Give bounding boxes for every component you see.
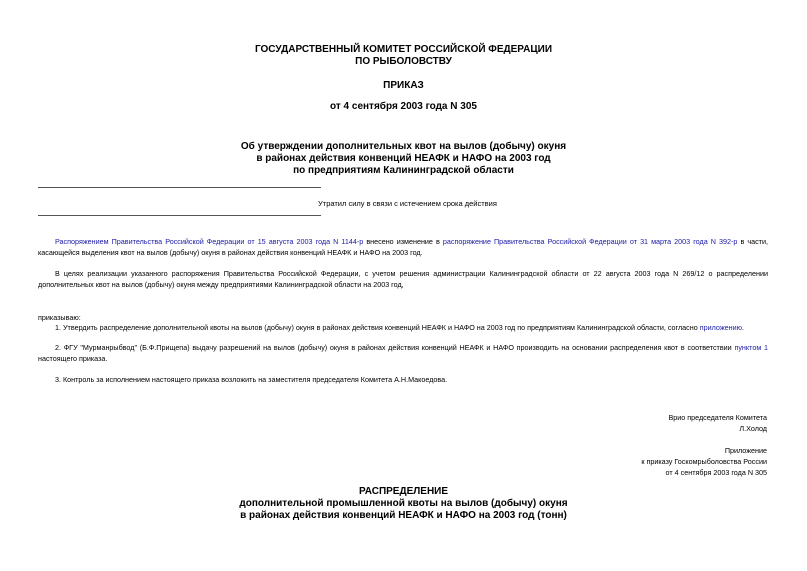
link-decree-1144[interactable]: Распоряжением Правительства Российской Федерации от 15 августа 2003 года N 1144-р [55, 237, 364, 246]
appendix-ref-line1: Приложение [724, 446, 767, 455]
committee-heading [0, 44, 807, 68]
preamble-text-1: внесено изменение в [363, 237, 443, 246]
committee-line2: ПО РЫБОЛОВСТВУ [355, 56, 452, 67]
doc-date: от 4 сентября 2003 года N 305 [330, 101, 477, 112]
signature-position: Врио председателя Комитета [668, 413, 767, 422]
appendix-ref-line2: к приказу Госкомрыболовства России [641, 457, 767, 466]
appendix-title-line2: дополнительной промышленной квоты на вылов (добычу) окуня [239, 498, 568, 509]
divider-bottom [38, 215, 321, 216]
status-note: Утратил силу в связи с истечением срока действия [318, 199, 497, 208]
order-item-1-end: . [742, 323, 745, 332]
appendix-title-line3: в районах действия конвенций НЕАФК и НАФО на 2003 год (тонн) [240, 510, 567, 521]
order-word: приказываю: [38, 313, 81, 322]
order-item-3: 3. Контроль за исполнением настоящего приказа возложить на заместителя председателя Комитета А.Н.Макоедова. [55, 375, 448, 384]
preamble-paragraph-1 [38, 236, 768, 258]
appendix-title-line1: РАСПРЕДЕЛЕНИЕ [358, 486, 449, 497]
link-point-1[interactable]: пунктом 1 [734, 343, 768, 352]
order-item-1-text: 1. Утвердить распределение дополнительной квоты на вылов (добычу) окуня в районах действия конвенций НЕАФК и НАФО на 2003 год по предприятиям Калининградской области, согласно [55, 323, 700, 332]
title-line3: по предприятиям Калининградской области [293, 165, 514, 176]
preamble-text-2: в части, касающейся выделения квот на вылов (добычу) окуня в районах действия конвенций НЕАФК и НАФО на 2003 год. [38, 237, 768, 257]
order-item-2 [38, 342, 768, 364]
order-item-2-text: 2. ФГУ "Мурманрыбвод" (Б.Ф.Прищепа) выдачу разрешений на вылов (добычу) окуня в районах действия конвенций НЕАФК и НАФО производить на основании распределения квот в соответствии [55, 343, 735, 352]
appendix-title [0, 486, 807, 522]
document-title [0, 141, 807, 177]
signature-block [668, 412, 767, 434]
link-decree-392[interactable]: распоряжение Правительства Российской Федерации от 31 марта 2003 года N 392-р [442, 237, 738, 246]
signature-name: Л.Холод [739, 424, 767, 433]
preamble-paragraph-2: В целях реализации указанного распоряжения Правительства Российской Федерации, с учетом решения администрации Калининградской области от 22 августа 2003 года N 269/12 о распределении дополнительных квот на вылов (добычу) окуня между предприятиями Калининградской области на 2003 год, [38, 269, 768, 289]
order-item-1 [38, 322, 768, 333]
doc-type: ПРИКАЗ [383, 80, 424, 91]
divider-top [38, 187, 321, 188]
link-appendix[interactable]: приложению [699, 323, 743, 332]
order-item-2-end: настоящего приказа. [38, 354, 108, 363]
appendix-reference [641, 445, 767, 478]
committee-line1: ГОСУДАРСТВЕННЫЙ КОМИТЕТ РОССИЙСКОЙ ФЕДЕРАЦИИ [254, 44, 553, 55]
title-line2: в районах действия конвенций НЕАФК и НАФО на 2003 год [256, 153, 551, 164]
title-line1: Об утверждении дополнительных квот на вылов (добычу) окуня [240, 141, 567, 152]
appendix-ref-line3: от 4 сентября 2003 года N 305 [665, 468, 767, 477]
